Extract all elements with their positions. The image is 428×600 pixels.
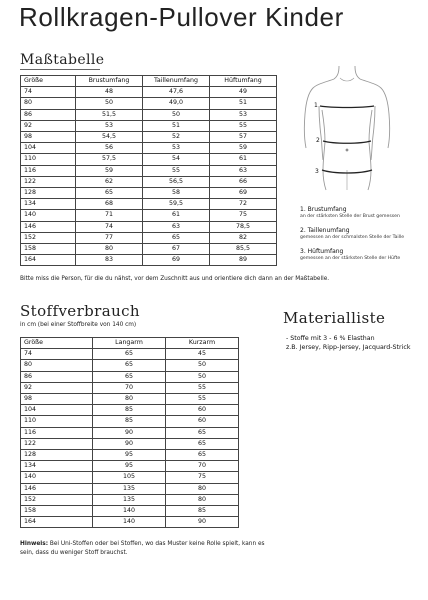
table-cell: 63 — [210, 165, 277, 176]
table-cell: 54,5 — [76, 132, 143, 143]
table-cell: 55 — [166, 394, 239, 405]
table-cell: 54 — [143, 154, 210, 165]
table-cell: 61 — [210, 154, 277, 165]
table-cell: 83 — [76, 255, 143, 266]
measure-header-hip: Hüftumfang — [210, 76, 277, 87]
table-cell: 52 — [143, 132, 210, 143]
table-cell: 78,5 — [210, 221, 277, 232]
table-cell: 98 — [21, 394, 93, 405]
table-cell: 86 — [21, 371, 93, 382]
measure-table-row — [21, 120, 277, 131]
measure-table-row — [21, 109, 277, 120]
measure-table-row — [21, 143, 277, 154]
body-measure-figure — [292, 62, 402, 192]
table-cell: 67 — [143, 244, 210, 255]
measure-table-row — [21, 98, 277, 109]
fabric-table-row — [21, 360, 239, 371]
fabric-table-row — [21, 506, 239, 517]
table-cell: 128 — [21, 450, 93, 461]
table-cell: 134 — [21, 199, 76, 210]
table-cell: 65 — [93, 371, 166, 382]
legend-chest-sub: an der stärksten Stelle der Brust gemessen — [300, 213, 400, 219]
fabric-header-size: Größe — [21, 338, 93, 349]
fabric-heading: Stoffverbrauch — [20, 302, 140, 320]
table-cell: 95 — [93, 461, 166, 472]
table-cell: 146 — [21, 483, 93, 494]
table-cell: 116 — [21, 427, 93, 438]
measure-table-row — [21, 87, 277, 98]
measure-table-row — [21, 221, 277, 232]
table-cell: 152 — [21, 494, 93, 505]
fabric-table-row — [21, 517, 239, 528]
table-cell: 104 — [21, 405, 93, 416]
table-cell: 48 — [76, 87, 143, 98]
table-cell: 80 — [166, 483, 239, 494]
table-cell: 80 — [166, 494, 239, 505]
table-cell: 58 — [143, 188, 210, 199]
page-title: Rollkragen-Pullover Kinder — [19, 2, 344, 32]
fabric-header-short: Kurzarm — [166, 338, 239, 349]
table-cell: 50 — [76, 98, 143, 109]
fabric-hint-label: Hinweis: — [20, 541, 49, 547]
fabric-table — [20, 337, 239, 528]
table-cell: 61 — [143, 210, 210, 221]
table-cell: 98 — [21, 132, 76, 143]
table-cell: 90 — [93, 427, 166, 438]
measure-heading: Maßtabelle — [20, 52, 105, 68]
table-cell: 135 — [93, 483, 166, 494]
table-cell: 71 — [76, 210, 143, 221]
table-cell: 105 — [93, 472, 166, 483]
table-cell: 53 — [210, 109, 277, 120]
table-cell: 110 — [21, 154, 76, 165]
fabric-table-row — [21, 472, 239, 483]
materials-heading: Materialliste — [283, 309, 386, 327]
table-cell: 74 — [21, 349, 93, 360]
fabric-subheading: in cm (bei einer Stoffbreite von 140 cm) — [20, 322, 137, 328]
fabric-table-row — [21, 427, 239, 438]
table-cell: 56 — [76, 143, 143, 154]
chest-marker: 1 — [314, 102, 318, 109]
child-torso-illustration — [292, 62, 402, 192]
table-cell: 110 — [21, 416, 93, 427]
table-cell: 80 — [93, 394, 166, 405]
table-cell: 70 — [166, 461, 239, 472]
table-cell: 85 — [166, 506, 239, 517]
table-cell: 152 — [21, 232, 76, 243]
table-cell: 104 — [21, 143, 76, 154]
hip-marker: 3 — [315, 168, 319, 175]
table-cell: 140 — [93, 506, 166, 517]
table-cell: 140 — [21, 472, 93, 483]
table-cell: 70 — [93, 382, 166, 393]
table-cell: 75 — [210, 210, 277, 221]
table-cell: 90 — [166, 517, 239, 528]
measure-table-row — [21, 199, 277, 210]
measure-table-row — [21, 176, 277, 187]
fabric-header-long: Langarm — [93, 338, 166, 349]
table-cell: 66 — [210, 176, 277, 187]
table-cell: 80 — [76, 244, 143, 255]
table-cell: 74 — [76, 221, 143, 232]
table-cell: 77 — [76, 232, 143, 243]
table-cell: 80 — [21, 360, 93, 371]
table-cell: 158 — [21, 244, 76, 255]
table-cell: 59 — [76, 165, 143, 176]
table-cell: 57 — [210, 132, 277, 143]
fabric-table-row — [21, 394, 239, 405]
legend-chest — [300, 206, 400, 220]
measure-header-waist: Taillenumfang — [143, 76, 210, 87]
table-cell: 53 — [143, 143, 210, 154]
table-cell: 140 — [93, 517, 166, 528]
measure-note: Bitte miss die Person, für die du nähst, vor dem Zuschnitt aus und orientiere dich dann an der Maßtabelle. — [20, 276, 330, 282]
table-cell: 146 — [21, 221, 76, 232]
table-cell: 92 — [21, 382, 93, 393]
table-cell: 122 — [21, 176, 76, 187]
fabric-table-row — [21, 450, 239, 461]
measure-table-row — [21, 255, 277, 266]
table-cell: 92 — [21, 120, 76, 131]
table-cell: 69 — [143, 255, 210, 266]
fabric-table-row — [21, 371, 239, 382]
table-cell: 85 — [93, 405, 166, 416]
measure-table-row — [21, 210, 277, 221]
table-cell: 60 — [166, 416, 239, 427]
table-cell: 62 — [76, 176, 143, 187]
legend-hip-sub: gemessen an der stärksten Stelle der Hüfte — [300, 255, 401, 261]
table-cell: 86 — [21, 109, 76, 120]
table-cell: 164 — [21, 517, 93, 528]
fabric-table-row — [21, 405, 239, 416]
legend-waist — [300, 227, 404, 241]
table-cell: 164 — [21, 255, 76, 266]
table-cell: 60 — [166, 405, 239, 416]
table-cell: 158 — [21, 506, 93, 517]
legend-hip-label: 3. Hüftumfang — [300, 248, 344, 255]
table-cell: 55 — [166, 382, 239, 393]
legend-waist-sub: gemessen an der schmalsten Stelle der Taille — [300, 234, 405, 240]
table-cell: 140 — [21, 210, 76, 221]
fabric-table-row — [21, 349, 239, 360]
table-cell: 50 — [166, 360, 239, 371]
table-cell: 65 — [143, 232, 210, 243]
measure-header-chest: Brustumfang — [76, 76, 143, 87]
table-cell: 51 — [210, 98, 277, 109]
fabric-table-row — [21, 382, 239, 393]
table-cell: 116 — [21, 165, 76, 176]
fabric-hint — [20, 540, 275, 557]
table-cell: 134 — [21, 461, 93, 472]
measure-table-row — [21, 244, 277, 255]
table-cell: 50 — [143, 109, 210, 120]
table-cell: 51,5 — [76, 109, 143, 120]
table-cell: 80 — [21, 98, 76, 109]
legend-hip — [300, 248, 400, 262]
table-cell: 57,5 — [76, 154, 143, 165]
measure-table-row — [21, 165, 277, 176]
measure-table-row — [21, 154, 277, 165]
waist-measure-line — [323, 141, 371, 143]
table-cell: 65 — [166, 450, 239, 461]
table-cell: 68 — [76, 199, 143, 210]
measure-header-row — [21, 76, 277, 87]
table-cell: 128 — [21, 188, 76, 199]
fabric-table-row — [21, 438, 239, 449]
fabric-table-row — [21, 494, 239, 505]
table-cell: 89 — [210, 255, 277, 266]
table-cell: 122 — [21, 438, 93, 449]
table-cell: 69 — [210, 188, 277, 199]
table-cell: 65 — [76, 188, 143, 199]
measure-header-size: Größe — [21, 76, 76, 87]
fabric-table-row — [21, 483, 239, 494]
table-cell: 47,6 — [143, 87, 210, 98]
fabric-table-row — [21, 461, 239, 472]
table-cell: 90 — [93, 438, 166, 449]
fabric-table-row — [21, 416, 239, 427]
materials-item-1: - Stoffe mit 3 - 6 % Elasthan — [286, 335, 375, 342]
table-cell: 95 — [93, 450, 166, 461]
table-cell: 72 — [210, 199, 277, 210]
measure-heading-rule — [20, 69, 100, 70]
table-cell: 74 — [21, 87, 76, 98]
table-cell: 56,5 — [143, 176, 210, 187]
table-cell: 85,5 — [210, 244, 277, 255]
table-cell: 63 — [143, 221, 210, 232]
table-cell: 65 — [166, 427, 239, 438]
measure-table — [20, 75, 277, 266]
table-cell: 65 — [166, 438, 239, 449]
waist-marker: 2 — [316, 137, 320, 144]
table-cell: 55 — [210, 120, 277, 131]
table-cell: 53 — [76, 120, 143, 131]
table-cell: 75 — [166, 472, 239, 483]
materials-item-2: z.B. Jersey, Ripp-Jersey, Jacquard-Strick — [286, 344, 411, 351]
table-cell: 135 — [93, 494, 166, 505]
table-cell: 82 — [210, 232, 277, 243]
table-cell: 50 — [166, 371, 239, 382]
table-cell: 49,0 — [143, 98, 210, 109]
chest-measure-line — [320, 106, 374, 108]
legend-waist-label: 2. Taillenumfang — [300, 227, 350, 234]
table-cell: 45 — [166, 349, 239, 360]
table-cell: 59 — [210, 143, 277, 154]
table-cell: 55 — [143, 165, 210, 176]
table-cell: 65 — [93, 360, 166, 371]
measure-table-row — [21, 188, 277, 199]
measure-table-row — [21, 132, 277, 143]
table-cell: 65 — [93, 349, 166, 360]
legend-chest-label: 1. Brustumfang — [300, 206, 347, 213]
measure-table-row — [21, 232, 277, 243]
table-cell: 85 — [93, 416, 166, 427]
table-cell: 51 — [143, 120, 210, 131]
fabric-header-row — [21, 338, 239, 349]
table-cell: 59,5 — [143, 199, 210, 210]
table-cell: 49 — [210, 87, 277, 98]
fabric-hint-text: Bei Uni-Stoffen oder bei Stoffen, wo das Muster keine Rolle spielt, kann es sein, dass du weniger Stoff brauchst. — [20, 541, 265, 556]
